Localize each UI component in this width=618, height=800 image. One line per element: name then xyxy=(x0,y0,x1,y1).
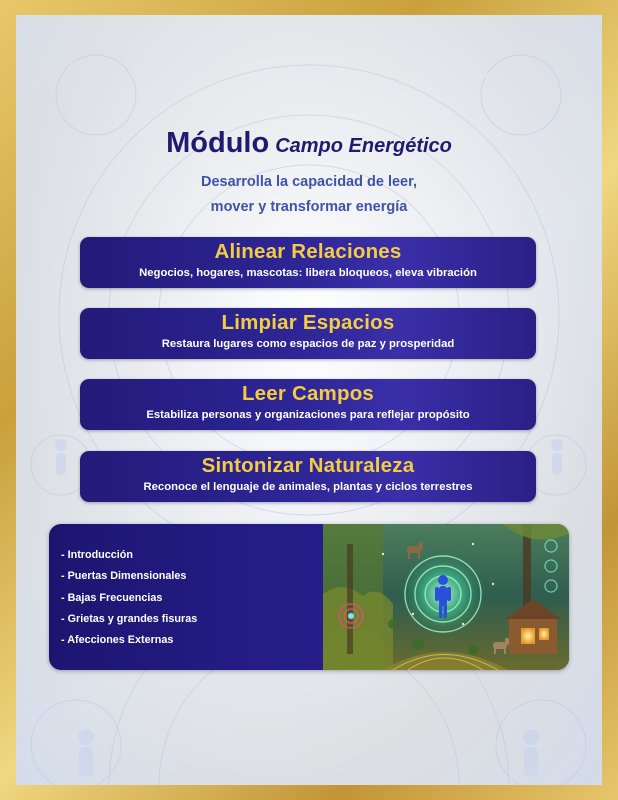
card-alinear-relaciones xyxy=(80,237,536,288)
card-sintonizar-naturaleza xyxy=(80,451,536,502)
card-description: Restaura lugares como espacios de paz y prosperidad xyxy=(161,338,455,350)
energy-forest-illustration xyxy=(323,524,569,670)
card-description: Estabiliza personas y organizaciones para reflejar propósito xyxy=(146,409,470,421)
title-main: Módulo xyxy=(166,127,270,159)
topic-item: - Bajas Frecuencias xyxy=(61,591,163,604)
card-title: Alinear Relaciones xyxy=(214,240,402,263)
module-title xyxy=(0,127,618,160)
subtitle-line-1: Desarrolla la capacidad de leer, xyxy=(200,174,417,190)
title-italic: Campo Energético xyxy=(275,135,452,157)
topics-panel xyxy=(49,524,569,670)
topic-item: - Afecciones Externas xyxy=(61,634,174,647)
topics-list xyxy=(61,545,197,651)
topic-item: - Puertas Dimensionales xyxy=(61,570,187,583)
module-subtitle xyxy=(0,170,618,220)
card-description: Negocios, hogares, mascotas: libera bloqueos, eleva vibración xyxy=(139,267,477,279)
card-title: Leer Campos xyxy=(241,382,375,405)
card-description: Reconoce el lenguaje de animales, plantas y ciclos terrestres xyxy=(143,481,473,493)
card-limpiar-espacios xyxy=(80,308,536,359)
card-title: Sintonizar Naturaleza xyxy=(201,454,415,477)
card-leer-campos xyxy=(80,379,536,430)
tree-trunk xyxy=(347,544,353,654)
card-title: Limpiar Espacios xyxy=(221,311,395,334)
topic-item: - Introducción xyxy=(61,549,133,561)
topic-item: - Grietas y grandes fisuras xyxy=(61,612,198,625)
subtitle-line-2: mover y transformar energía xyxy=(210,199,408,215)
